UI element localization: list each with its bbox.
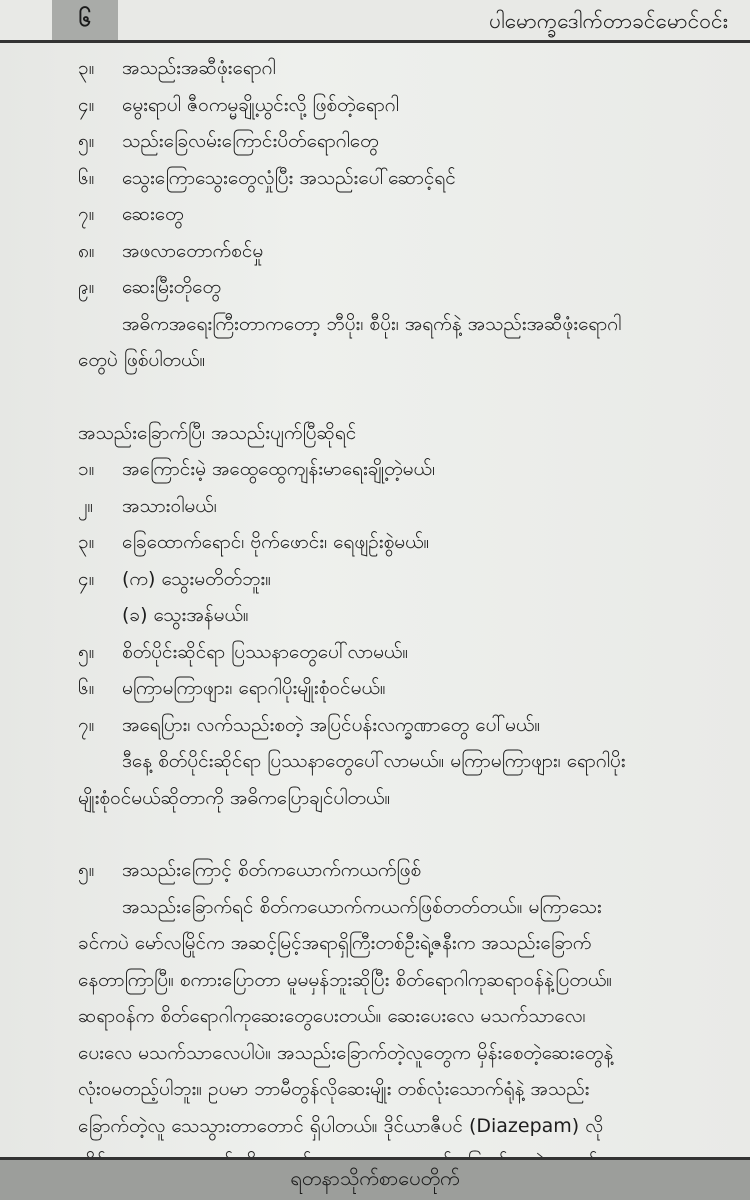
list-number: ၆။ — [78, 166, 95, 189]
list-number: ၃။ — [78, 57, 95, 79]
list-text: သည်းခြေလမ်းကြောင်းပိတ်ရောဂါတွေ — [122, 130, 379, 152]
paragraph-line: ပေးလေ မသက်သာလေပါပဲ။ အသည်းခြောက်တဲ့လူတွေက မှိန်းစေတဲ့ဆေးတွေနဲ့ — [78, 1041, 614, 1064]
running-title: ပါမောက္ခဒေါက်တာခင်မောင်ဝင်း — [489, 9, 728, 33]
list-number: ၅။ — [78, 130, 95, 152]
list-item — [78, 670, 718, 707]
list-text: ဆေးတွေ — [122, 203, 184, 225]
paragraph — [78, 306, 718, 379]
paragraph-line: ဒီနေ့ စိတ်ပိုင်းဆိုင်ရာ ပြဿနာတွေပေါ်လာမယ်။ မကြာမကြာဖျား၊ ရောဂါပိုး — [122, 750, 626, 772]
list-number: ၃။ — [78, 531, 95, 553]
section-title: အသည်းကြောင့် စိတ်ကယောက်ကယက်ဖြစ် — [122, 859, 422, 881]
paragraph-line: အဓိကအရေးကြီးတာကတော့ ဘီပိုး၊ စီပိုး၊ အရက်နဲ့ အသည်းအဆီဖုံးရောဂါ — [122, 312, 622, 335]
page-number: ၆ — [52, 0, 118, 40]
list-text: စိတ်ပိုင်းဆိုင်ရာ ပြဿနာတွေပေါ်လာမယ်။ — [122, 640, 409, 663]
spacer — [78, 816, 718, 852]
cause-list — [78, 50, 718, 306]
list-item — [78, 87, 718, 124]
list-item — [78, 561, 718, 598]
list-text: အသားဝါမယ်၊ — [122, 494, 217, 517]
list-text: အရေပြား၊ လက်သည်းစတဲ့ အပြင်ပန်းလက္ခဏာတွေ ပေါ်မယ်။ — [122, 713, 541, 736]
paragraph — [78, 889, 718, 1181]
spacer — [78, 379, 718, 415]
paragraph-line: လုံးဝမတည့်ပါဘူး။ ဥပမာ ဘာမီတွန်လိုဆေးမျိုး တစ်လုံးသောက်ရုံနဲ့ အသည်း — [78, 1078, 590, 1100]
publisher-name: ရတနာသိုက်စာပေတိုက် — [290, 1166, 460, 1190]
list-text: မွေးရာပါ ဇီဝကမ္မချို့ယွင်းလို့ ဖြစ်တဲ့ရောဂါ — [122, 93, 399, 116]
list-item — [78, 50, 718, 87]
header-divider — [0, 40, 750, 43]
list-text: မကြာမကြာဖျား၊ ရောဂါပိုးမျိုးစုံဝင်မယ်။ — [122, 677, 386, 699]
list-number: ၈။ — [78, 239, 95, 262]
section-heading: အသည်းခြောက်ပြီ၊ အသည်းပျက်ပြီဆိုရင် — [78, 421, 357, 444]
list-text: အဖလာတောက်စင်မှု — [122, 239, 264, 262]
list-text: သွေးကြောသွေးတွေလှုံပြီး အသည်းပေါ်ဆောင့်ရင် — [122, 166, 456, 189]
list-number: ၉။ — [78, 276, 95, 298]
list-number: ၇။ — [78, 713, 95, 736]
list-text: အကြောင်းမဲ့ အထွေထွေကျန်းမာရေးချို့တဲ့မယ်၊ — [122, 458, 435, 480]
list-number: ၇။ — [78, 203, 95, 225]
list-subitem: (ခ) သွေးအန်မယ်။ — [122, 604, 249, 626]
page-footer — [0, 1160, 750, 1200]
paragraph-line: အသည်းခြောက်ရင် စိတ်ကယောက်ကယက်ဖြစ်တတ်တယ်။ မကြာသေး — [122, 895, 602, 918]
page-body — [78, 50, 718, 1181]
list-number: ၅။ — [78, 640, 95, 663]
paragraph-line: ဆရာဝန်က စိတ်ရောဂါကုဆေးတွေပေးတယ်။ ဆေးပေးလေ မသက်သာလေ၊ — [78, 1005, 586, 1027]
paragraph — [78, 743, 718, 816]
paragraph-line: မျိုးစုံဝင်မယ်ဆိုတာကို အဓိကပြောချင်ပါတယ်။ — [78, 786, 391, 809]
section-number: ၅။ — [78, 859, 95, 881]
list-item — [78, 269, 718, 306]
list-item — [78, 160, 718, 197]
paragraph-line: ခင်ကပဲ မော်လမြိုင်က အဆင့်မြင့်အရာရှိကြီးတစ်ဦးရဲ့ဇနီးက အသည်းခြောက် — [78, 932, 592, 954]
list-text: (က) သွေးမတိတ်ဘူး။ — [122, 567, 271, 590]
section-heading — [78, 852, 718, 889]
list-text: အသည်းအဆီဖုံးရောဂါ — [122, 57, 276, 79]
list-number: ၄။ — [78, 93, 95, 116]
page-header — [0, 0, 750, 42]
list-item — [78, 451, 718, 488]
list-number: ၄။ — [78, 567, 95, 590]
list-item — [78, 524, 718, 561]
list-text: ဆေးမြီးတိုတွေ — [122, 276, 221, 298]
list-item — [78, 634, 718, 671]
paragraph-line: ခြောက်တဲ့လူ သေသွားတာတောင် ရှိပါတယ်။ ဒိုင်ယာဇီပင် (Diazepam) လို — [78, 1114, 604, 1137]
list-number: ၁။ — [78, 458, 95, 480]
list-item — [78, 123, 718, 160]
list-item — [78, 488, 718, 525]
list-item — [78, 233, 718, 270]
list-item — [78, 707, 718, 744]
list-number: ၆။ — [78, 677, 95, 699]
list-item — [78, 196, 718, 233]
paragraph-line: နေတာကြာပြီ။ စကားပြောတာ မူမမှန်ဘူးဆိုပြီး စိတ်ရောဂါကုဆရာဝန်နဲ့ပြတယ်။ — [78, 968, 613, 991]
list-text: ခြေထောက်ရောင်၊ ဗိုက်ဖောင်း၊ ရေဖျဉ်းစွဲမယ်။ — [122, 531, 430, 553]
symptom-list — [78, 451, 718, 743]
list-number: ၂။ — [78, 494, 94, 517]
paragraph-line: တွေပဲ ဖြစ်ပါတယ်။ — [78, 349, 206, 371]
